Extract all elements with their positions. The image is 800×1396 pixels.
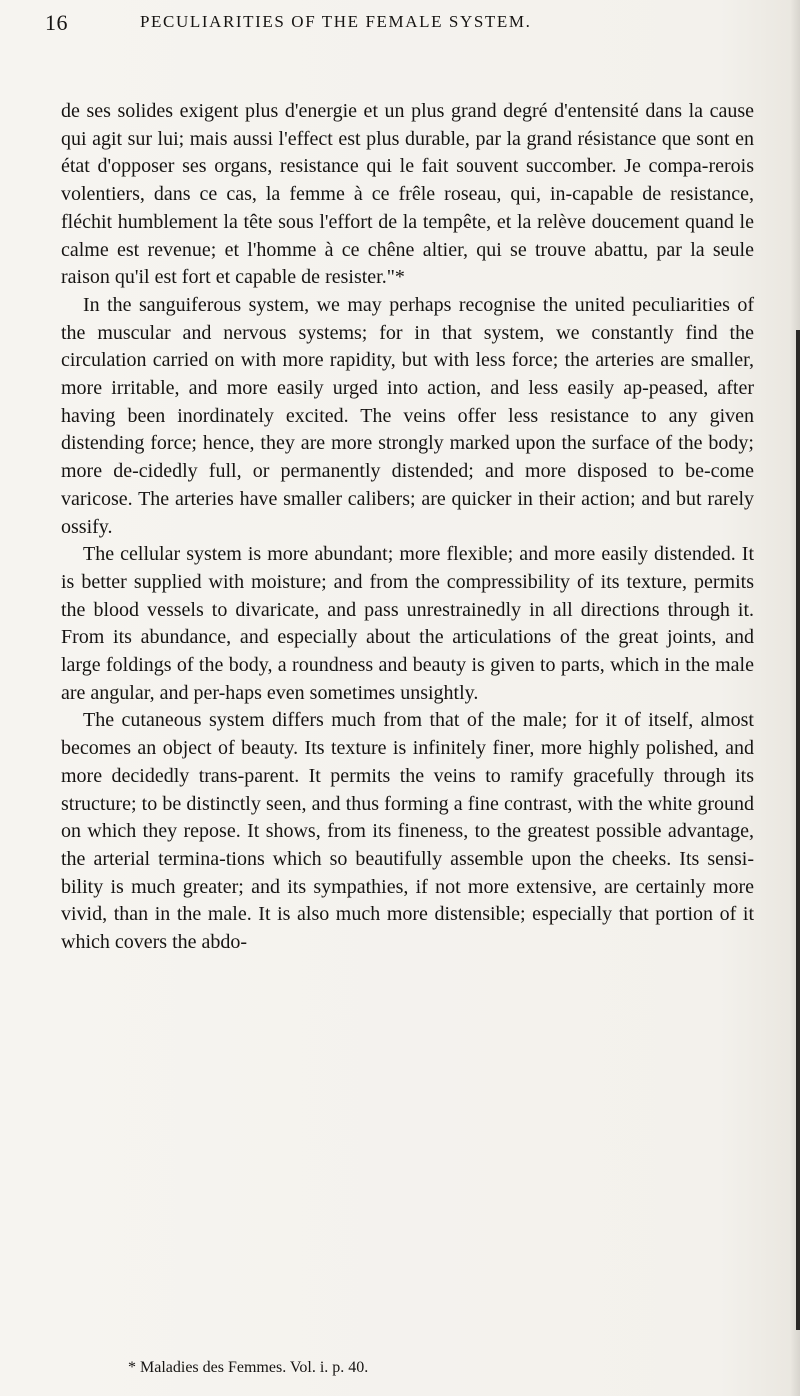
body-text — [61, 98, 754, 957]
page-header — [45, 10, 765, 38]
footnote: * Maladies des Femmes. Vol. i. p. 40. — [128, 1359, 369, 1376]
paragraph-cellular: The cellular system is more abundant; more flexible; and more easily distended. It is better supplied with moisture; and from the compressibility of its texture, permits the blood vessels to divaricate, and pass unrestrainedly in all directions through it. From its abundance, and especially about the articulations of the great joints, and large foldings of the body, a roundness and beauty is given to parts, which in the male are angular, and per-haps even sometimes unsightly. — [61, 543, 754, 704]
paragraph-french-quote: de ses solides exigent plus d'energie et un plus grand degré d'entensité dans la cause qui agit sur lui; mais aussi l'effect est plus durable, par la grand résistance que sont en état d'opposer ses organs, resistance qui le fait souvent succomber. Je compa-rerois volentiers, dans ce cas, la femme à ce frêle roseau, qui, in-capable de resistance, fléchit humblement la tête sous l'effort de la tempête, et la relève doucement quand le calme est revenue; et l'homme à ce chêne altier, qui se trouve abattu, par la seule raison qu'il est fort et capable de resister."* — [61, 100, 754, 289]
binding-edge — [796, 330, 800, 1330]
paragraph-cutaneous: The cutaneous system differs much from that of the male; for it of itself, almost becomes an object of beauty. Its texture is infinitely finer, more highly polished, and more decidedly trans-parent. It permits the veins to ramify gracefully through its structure; to be distinctly seen, and thus forming a fine contrast, with the white ground on which they repose. It shows, from its fineness, to the greatest possible advantage, the arterial termina-tions which so beautifully assemble upon the cheeks. Its sensi-bility is much greater; and its sympathies, if not more extensive, are certainly more vivid, than in the male. It is also much more distensible; especially that portion of it which covers the abdo- — [61, 709, 754, 954]
page-number: 16 — [45, 10, 68, 35]
running-head: PECULIARITIES OF THE FEMALE SYSTEM. — [140, 12, 532, 31]
paragraph-sanguiferous: In the sanguiferous system, we may perhaps recognise the united peculiarities of the muscular and nervous systems; for in that system, we constantly find the circulation carried on with more rapidity, but with less force; the arteries are smaller, more irritable, and more easily urged into action, and less easily ap-peased, after having been inordinately excited. The veins offer less resistance to any given distending force; hence, they are more strongly marked upon the surface of the body; more de-cidedly full, or permanently distended; and more disposed to be-come varicose. The arteries have smaller calibers; are quicker in their action; and but rarely ossify. — [61, 293, 754, 538]
